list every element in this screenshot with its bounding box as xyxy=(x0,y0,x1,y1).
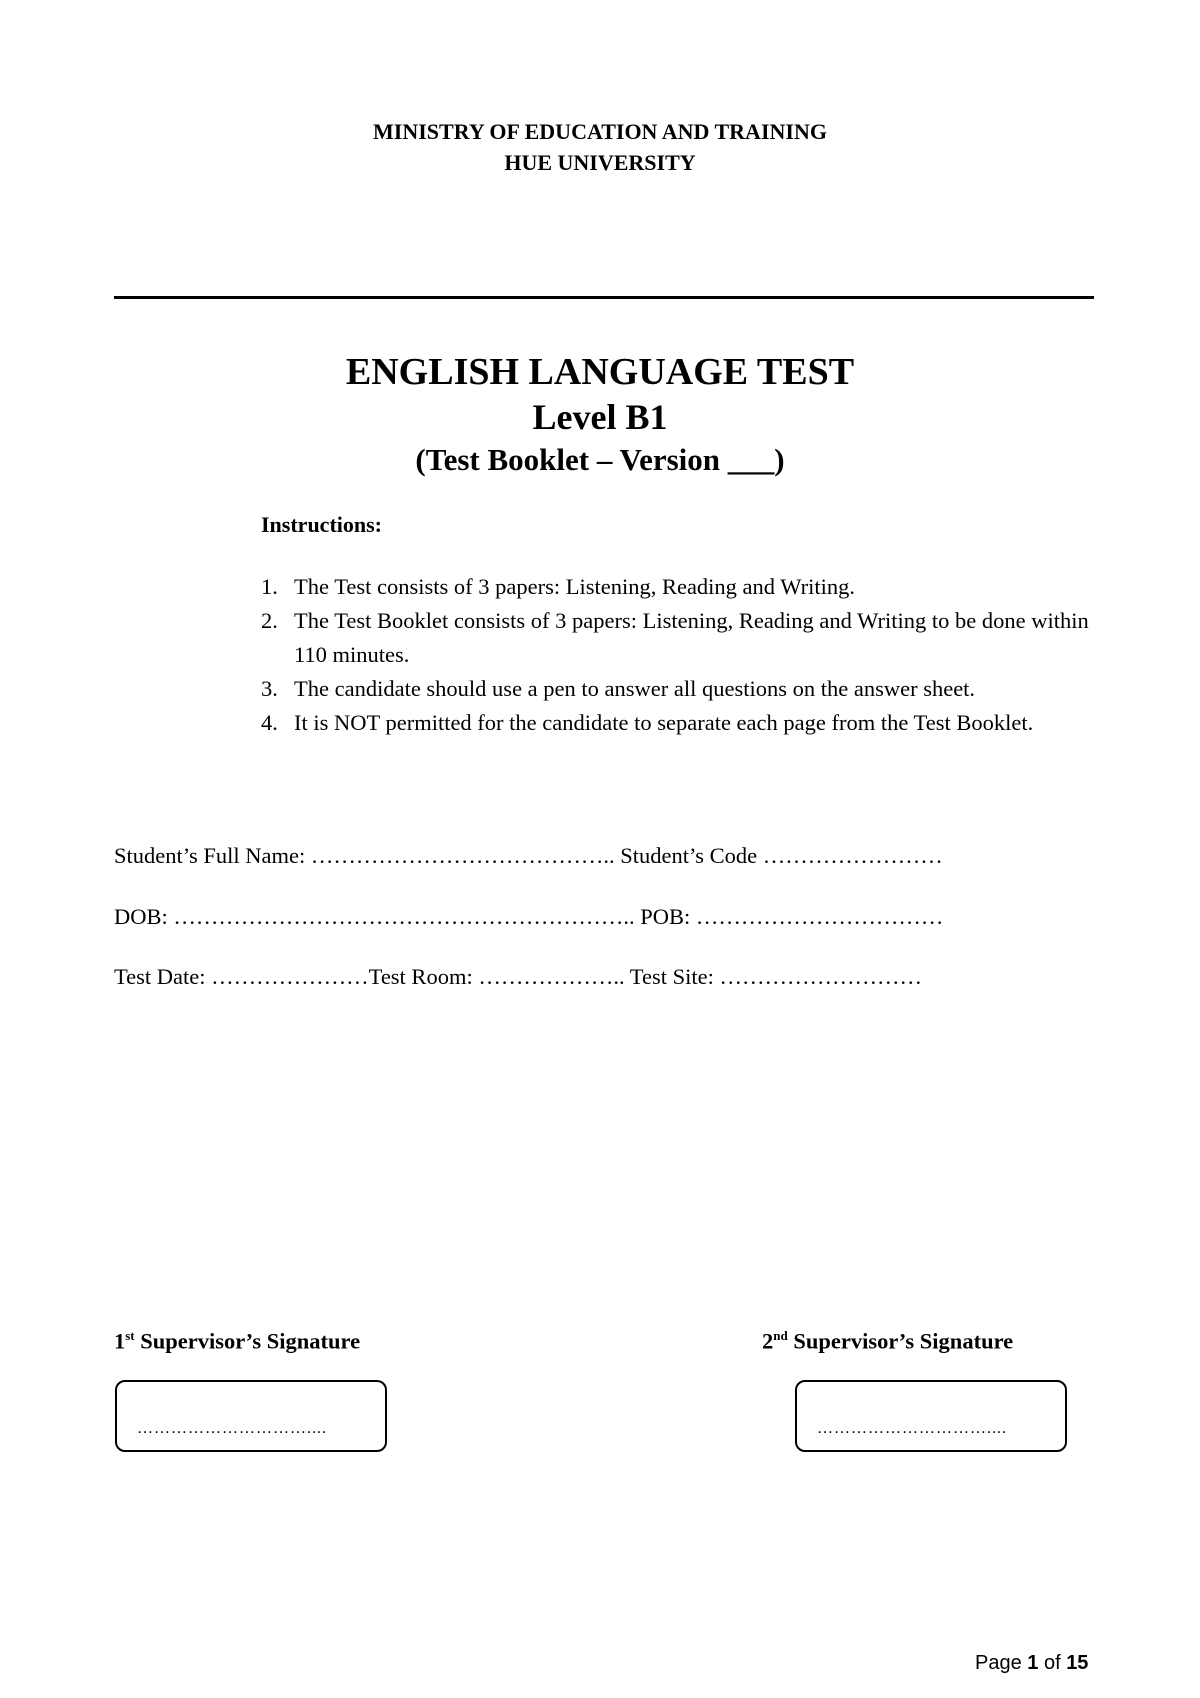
second-supervisor-text: Supervisor’s Signature xyxy=(787,1328,1014,1354)
test-level: Level B1 xyxy=(532,397,668,437)
test-title: ENGLISH LANGUAGE TEST xyxy=(345,351,855,393)
first-supervisor-ordinal: st xyxy=(125,1328,135,1343)
second-supervisor-number: 2 xyxy=(762,1328,774,1354)
instruction-text: The Test consists of 3 papers: Listening, Reading and Writing. xyxy=(294,574,855,599)
first-supervisor-number: 1 xyxy=(114,1328,126,1354)
instructions-list xyxy=(261,570,1101,740)
page-total: 15 xyxy=(1066,1652,1089,1674)
page-of: of xyxy=(1038,1652,1067,1674)
test-date-room-site-field[interactable]: Test Date: …………………Test Room: ……………….. Test Site: ……………………… xyxy=(114,964,922,989)
first-supervisor-label xyxy=(114,1328,360,1355)
second-supervisor-signature-box[interactable] xyxy=(795,1380,1067,1452)
instruction-text: The candidate should use a pen to answer all questions on the answer sheet. xyxy=(294,676,976,701)
header xyxy=(0,116,1200,178)
instructions-heading: Instructions: xyxy=(261,512,383,537)
instruction-item xyxy=(261,570,1101,604)
header-divider xyxy=(114,296,1094,299)
instruction-number: 1. xyxy=(261,574,278,599)
instruction-text: The Test Booklet consists of 3 papers: Listening, Reading and Writing to be done within 110 minutes. xyxy=(294,608,1089,667)
first-supervisor-text: Supervisor’s Signature xyxy=(134,1328,361,1354)
second-supervisor-label xyxy=(762,1328,1013,1355)
instruction-item xyxy=(261,672,1101,706)
instruction-number: 2. xyxy=(261,608,278,633)
page-current: 1 xyxy=(1027,1652,1039,1674)
instruction-text: It is NOT permitted for the candidate to separate each page from the Test Booklet. xyxy=(294,710,1034,735)
instruction-item xyxy=(261,706,1101,740)
second-supervisor-ordinal: nd xyxy=(773,1328,788,1343)
student-name-code-field[interactable]: Student’s Full Name: ………………………………….. Student’s Code …………………… xyxy=(114,843,943,868)
university-name: HUE UNIVERSITY xyxy=(504,150,696,175)
instruction-number: 3. xyxy=(261,676,278,701)
page-number xyxy=(975,1652,1088,1675)
signature-placeholder: ………………………….... xyxy=(137,1420,327,1437)
booklet-version: (Test Booklet – Version ___) xyxy=(415,442,785,477)
instruction-number: 4. xyxy=(261,710,278,735)
page-prefix: Page xyxy=(975,1652,1028,1674)
dob-pob-field[interactable]: DOB: …………………………………………………….. POB: …………………………… xyxy=(114,904,944,929)
first-supervisor-signature-box[interactable] xyxy=(115,1380,387,1452)
ministry-name: MINISTRY OF EDUCATION AND TRAINING xyxy=(373,119,827,144)
signature-placeholder: ………………………….... xyxy=(817,1420,1007,1437)
instruction-item xyxy=(261,604,1101,672)
